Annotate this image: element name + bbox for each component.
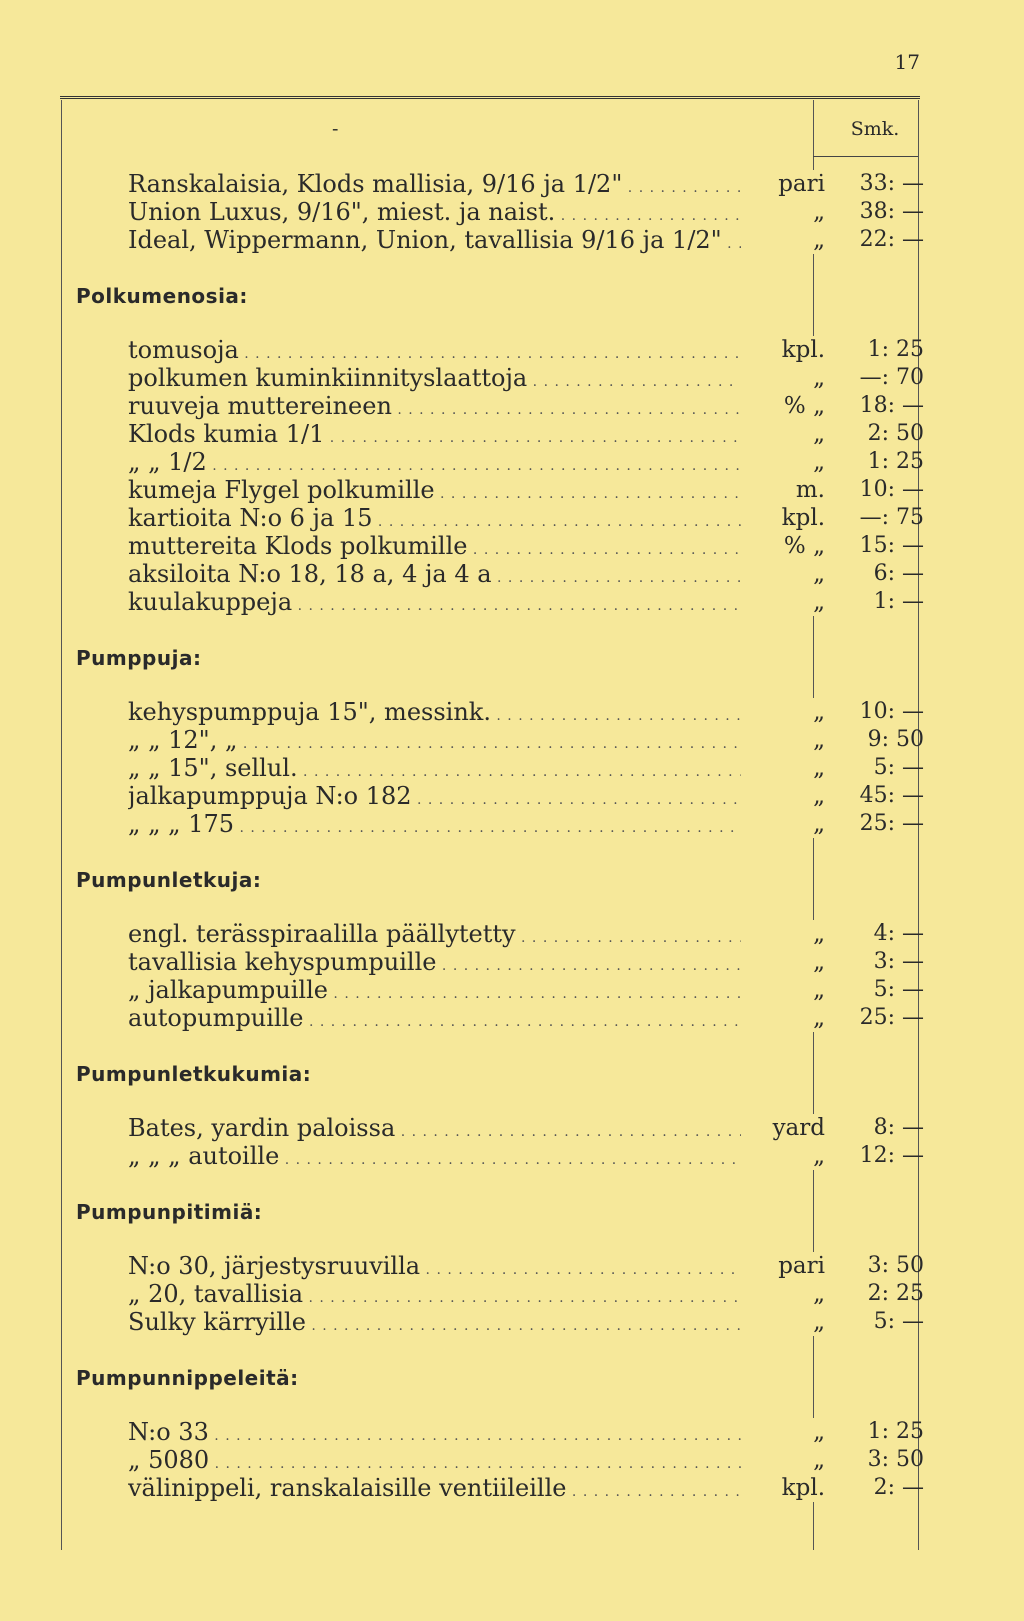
row-unit: „ bbox=[741, 976, 825, 1004]
header-underline bbox=[813, 156, 918, 157]
price-row bbox=[76, 782, 924, 810]
row-price: 3: 50 bbox=[867, 1253, 924, 1278]
row-price: 10: — bbox=[859, 699, 924, 724]
row-unit: „ bbox=[741, 1308, 825, 1336]
row-price: 22: — bbox=[859, 227, 924, 252]
price-row bbox=[76, 1004, 924, 1032]
row-price: 2: 25 bbox=[867, 1281, 924, 1306]
row-price: —: 75 bbox=[859, 505, 924, 530]
price-row bbox=[76, 920, 924, 948]
price-row bbox=[76, 1418, 924, 1446]
row-unit: „ bbox=[741, 1418, 825, 1446]
row-unit: „ bbox=[741, 1142, 825, 1170]
section-heading: Pumppuja: bbox=[76, 646, 202, 670]
row-desc: Union Luxus, 9/16", miest. ja naist. . . . bbox=[128, 198, 788, 230]
top-double-rule bbox=[60, 96, 920, 99]
row-desc: autopumpuille . . . bbox=[128, 1004, 788, 1036]
row-price: 4: — bbox=[873, 921, 924, 946]
row-desc: „ jalkapumpuille . . . bbox=[128, 976, 788, 1008]
price-row bbox=[76, 948, 924, 976]
row-unit: „ bbox=[741, 420, 825, 448]
section-heading: Pumpunpitimiä: bbox=[76, 1200, 263, 1224]
row-desc: engl. terässpiraalilla päällytetty . . . bbox=[128, 920, 788, 952]
row-desc: ruuveja muttereineen . . . bbox=[128, 392, 788, 424]
row-desc: tomusoja . . . bbox=[128, 336, 788, 368]
row-price: 25: — bbox=[859, 1005, 924, 1030]
row-unit: „ bbox=[741, 948, 825, 976]
row-unit: „ bbox=[741, 588, 825, 616]
row-price: 38: — bbox=[859, 199, 924, 224]
section-heading: Pumpunletkuja: bbox=[76, 868, 262, 892]
price-group bbox=[76, 868, 924, 1032]
row-unit: „ bbox=[741, 754, 825, 782]
price-row bbox=[76, 392, 924, 420]
row-desc: „ „ 12", „ . . . bbox=[128, 726, 788, 758]
row-price: 45: — bbox=[859, 783, 924, 808]
row-unit: yard bbox=[741, 1114, 825, 1142]
row-desc: jalkapumppuja N:o 182 . . . bbox=[128, 782, 788, 814]
row-desc: aksiloita N:o 18, 18 a, 4 ja 4 a . . . bbox=[128, 560, 788, 592]
price-row bbox=[76, 1280, 924, 1308]
price-row bbox=[76, 1308, 924, 1336]
row-desc: Klods kumia 1/1 . . . bbox=[128, 420, 788, 452]
price-row bbox=[76, 336, 924, 364]
row-unit: „ bbox=[741, 726, 825, 754]
row-unit: „ bbox=[741, 698, 825, 726]
row-unit: „ bbox=[741, 810, 825, 838]
page-number: 17 bbox=[894, 50, 920, 74]
row-price: 25: — bbox=[859, 811, 924, 836]
row-desc: „ „ „ autoille . . . bbox=[128, 1142, 788, 1174]
row-price: 3: — bbox=[873, 949, 924, 974]
row-desc: muttereita Klods polkumille . . . bbox=[128, 532, 788, 564]
price-row bbox=[76, 754, 924, 782]
section-heading: Pumpunletkukumia: bbox=[76, 1062, 312, 1086]
row-desc: „ 5080 . . . bbox=[128, 1446, 788, 1478]
row-desc: „ „ 1/2 . . . bbox=[128, 448, 788, 480]
section-heading: Pumpunnippeleitä: bbox=[76, 1366, 299, 1390]
row-unit: % „ bbox=[741, 532, 825, 560]
row-unit: % „ bbox=[741, 392, 825, 420]
left-border-line bbox=[61, 100, 62, 1550]
row-desc: kartioita N:o 6 ja 15 . . . bbox=[128, 504, 788, 536]
row-desc: Ranskalaisia, Klods mallisia, 9/16 ja 1/2" . . . bbox=[128, 170, 788, 202]
row-unit: pari bbox=[741, 1252, 825, 1280]
price-row bbox=[76, 448, 924, 476]
row-desc: Ideal, Wippermann, Union, tavallisia 9/16 ja 1/2" . . . bbox=[128, 226, 788, 258]
row-price: 2: — bbox=[873, 1475, 924, 1500]
row-price: 3: 50 bbox=[867, 1447, 924, 1472]
price-group bbox=[76, 1200, 924, 1336]
price-group bbox=[76, 646, 924, 838]
price-group bbox=[76, 170, 924, 254]
row-price: 10: — bbox=[859, 477, 924, 502]
row-price: 5: — bbox=[873, 977, 924, 1002]
table-header bbox=[70, 118, 918, 152]
price-group bbox=[76, 284, 924, 616]
row-price: 5: — bbox=[873, 1309, 924, 1334]
row-price: 1: 25 bbox=[867, 337, 924, 362]
price-row bbox=[76, 420, 924, 448]
row-unit: „ bbox=[741, 226, 825, 254]
row-unit: „ bbox=[741, 920, 825, 948]
row-unit: „ bbox=[741, 198, 825, 226]
row-price: 12: — bbox=[859, 1143, 924, 1168]
price-row bbox=[76, 170, 924, 198]
price-row bbox=[76, 1474, 924, 1502]
price-row bbox=[76, 226, 924, 254]
row-price: 9: 50 bbox=[867, 727, 924, 752]
header-dash: - bbox=[332, 118, 339, 140]
row-unit: „ bbox=[741, 1280, 825, 1308]
row-price: 15: — bbox=[859, 533, 924, 558]
price-row bbox=[76, 976, 924, 1004]
row-unit: kpl. bbox=[741, 1474, 825, 1502]
row-desc: Bates, yardin paloissa . . . bbox=[128, 1114, 788, 1146]
row-unit: „ bbox=[741, 1004, 825, 1032]
price-row bbox=[76, 476, 924, 504]
row-desc: „ „ 15", sellul. . . . bbox=[128, 754, 788, 786]
price-group bbox=[76, 1062, 924, 1170]
price-group bbox=[76, 1366, 924, 1502]
row-price: 33: — bbox=[859, 171, 924, 196]
row-desc: „ „ „ 175 . . . bbox=[128, 810, 788, 842]
row-desc: N:o 30, järjestysruuvilla . . . bbox=[128, 1252, 788, 1284]
row-unit: „ bbox=[741, 560, 825, 588]
row-price: 5: — bbox=[873, 755, 924, 780]
price-list bbox=[76, 170, 924, 1502]
price-row bbox=[76, 588, 924, 616]
row-desc: tavallisia kehyspumpuille . . . bbox=[128, 948, 788, 980]
row-desc: N:o 33 . . . bbox=[128, 1418, 788, 1450]
price-row bbox=[76, 364, 924, 392]
price-row bbox=[76, 1142, 924, 1170]
row-unit: „ bbox=[741, 448, 825, 476]
row-price: 1: 25 bbox=[867, 449, 924, 474]
row-price: 8: — bbox=[873, 1115, 924, 1140]
price-row bbox=[76, 532, 924, 560]
row-unit: kpl. bbox=[741, 504, 825, 532]
price-row bbox=[76, 1252, 924, 1280]
row-price: 1: — bbox=[873, 589, 924, 614]
row-desc: välinippeli, ranskalaisille ventiileille . . . bbox=[128, 1474, 788, 1506]
row-unit: pari bbox=[741, 170, 825, 198]
price-row bbox=[76, 504, 924, 532]
row-desc: kuulakuppeja . . . bbox=[128, 588, 788, 620]
row-desc: kumeja Flygel polkumille . . . bbox=[128, 476, 788, 508]
row-price: 2: 50 bbox=[867, 421, 924, 446]
row-price: 18: — bbox=[859, 393, 924, 418]
row-desc: Sulky kärryille . . . bbox=[128, 1308, 788, 1340]
row-unit: kpl. bbox=[741, 336, 825, 364]
row-price: —: 70 bbox=[859, 365, 924, 390]
currency-label: Smk. bbox=[850, 118, 900, 140]
row-desc: „ 20, tavallisia . . . bbox=[128, 1280, 788, 1312]
row-price: 1: 25 bbox=[867, 1419, 924, 1444]
price-row bbox=[76, 726, 924, 754]
row-unit: m. bbox=[741, 476, 825, 504]
row-unit: „ bbox=[741, 364, 825, 392]
price-row bbox=[76, 1114, 924, 1142]
row-desc: kehyspumppuja 15", messink. . . . bbox=[128, 698, 788, 730]
price-row bbox=[76, 198, 924, 226]
row-unit: „ bbox=[741, 782, 825, 810]
price-row bbox=[76, 698, 924, 726]
price-row bbox=[76, 560, 924, 588]
price-row bbox=[76, 810, 924, 838]
price-row bbox=[76, 1446, 924, 1474]
section-heading: Polkumenosia: bbox=[76, 284, 248, 308]
row-unit: „ bbox=[741, 1446, 825, 1474]
row-desc: polkumen kuminkiinnityslaattoja . . . bbox=[128, 364, 788, 396]
row-price: 6: — bbox=[873, 561, 924, 586]
